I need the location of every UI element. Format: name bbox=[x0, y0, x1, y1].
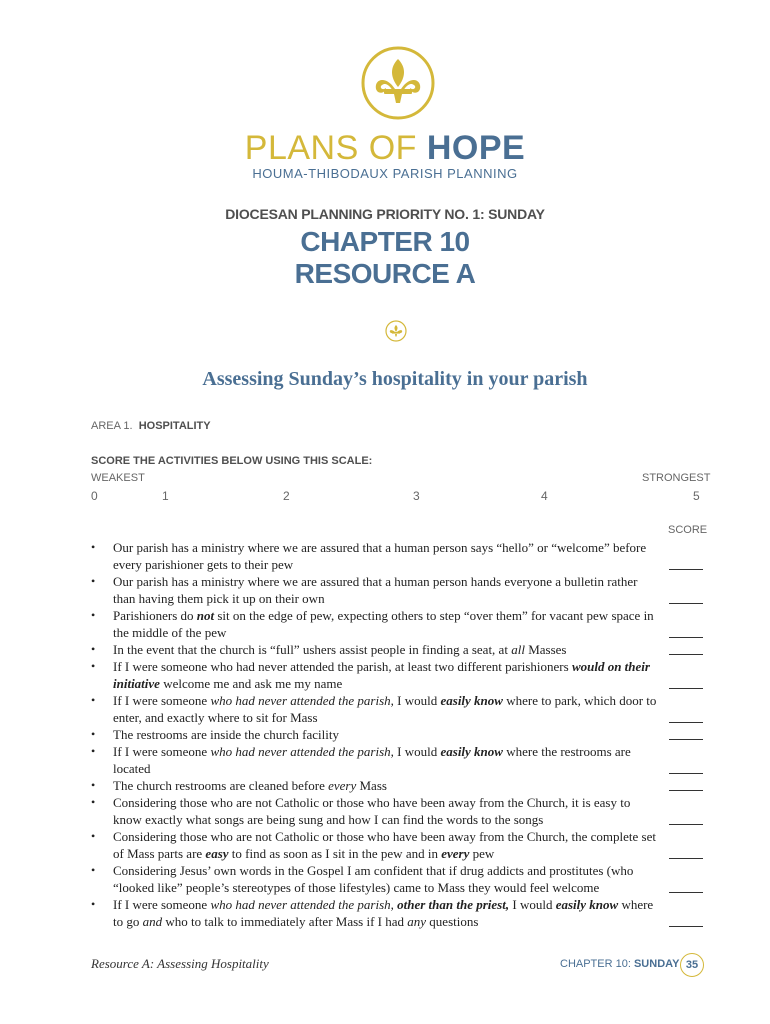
item-text-run: where to go bbox=[113, 897, 654, 929]
page-number: 35 bbox=[680, 953, 704, 977]
footer-chapter-prefix: CHAPTER 10: bbox=[560, 958, 634, 970]
item-text-run: Parishioners do bbox=[113, 608, 197, 623]
area-name: HOSPITALITY bbox=[138, 420, 211, 432]
item-text-run: who to talk to immediately after Mass if I had bbox=[162, 914, 408, 929]
item-text-run: If I were someone who had never attended the parish, at least two different parishioners bbox=[113, 659, 572, 674]
list-item bbox=[91, 828, 703, 862]
area-label bbox=[91, 420, 211, 432]
item-text bbox=[113, 573, 661, 607]
item-text-run: easily know bbox=[440, 744, 503, 759]
item-text-run: not bbox=[196, 608, 215, 623]
score-blank[interactable] bbox=[669, 739, 703, 740]
list-item bbox=[91, 743, 703, 777]
list-item bbox=[91, 539, 703, 573]
item-text bbox=[113, 862, 661, 896]
score-blank[interactable] bbox=[669, 926, 703, 927]
footer-chapter-name: SUNDAY bbox=[633, 958, 680, 970]
item-text-run: where to park, which door to enter, and exactly where to sit for Mass bbox=[113, 693, 657, 725]
item-text-run: easy bbox=[205, 846, 229, 861]
scale-number: 5 bbox=[693, 489, 700, 503]
brand-subtitle: HOUMA-THIBODAUX PARISH PLANNING bbox=[252, 166, 518, 181]
list-item bbox=[91, 896, 703, 930]
item-text bbox=[113, 641, 661, 658]
score-blank[interactable] bbox=[669, 569, 703, 570]
brand bbox=[0, 128, 770, 181]
score-blank[interactable] bbox=[669, 637, 703, 638]
score-blank[interactable] bbox=[669, 824, 703, 825]
bullet-icon: • bbox=[91, 642, 96, 656]
score-blank[interactable] bbox=[669, 773, 703, 774]
item-text-run: questions bbox=[426, 914, 479, 929]
scale-weakest: WEAKEST bbox=[91, 472, 145, 484]
brand-hope: HOPE bbox=[426, 129, 526, 167]
score-blank[interactable] bbox=[669, 790, 703, 791]
item-text-run: who had never attended the parish, bbox=[210, 897, 394, 912]
scale-number: 4 bbox=[541, 489, 548, 503]
item-text bbox=[113, 607, 661, 641]
scale-strongest: STRONGEST bbox=[642, 472, 711, 484]
list-item bbox=[91, 777, 703, 794]
item-text-run: any bbox=[407, 914, 427, 929]
list-item bbox=[91, 573, 703, 607]
list-item bbox=[91, 692, 703, 726]
list-item bbox=[91, 862, 703, 896]
list-item bbox=[91, 641, 703, 658]
chapter-line-1: CHAPTER 10 bbox=[300, 226, 470, 257]
assessment-list bbox=[91, 539, 703, 930]
item-text-run: I would bbox=[509, 897, 556, 912]
scale-number: 1 bbox=[162, 489, 169, 503]
item-text-run: If I were someone bbox=[113, 693, 211, 708]
item-text-run: every bbox=[328, 778, 357, 793]
item-text bbox=[113, 743, 661, 777]
score-blank[interactable] bbox=[669, 603, 703, 604]
area-prefix: AREA 1. bbox=[91, 420, 133, 432]
item-text bbox=[113, 692, 661, 726]
item-text-run: The restrooms are inside the church facility bbox=[113, 727, 339, 742]
item-text-run: In the event that the church is “full” ushers assist people in finding a seat, at bbox=[113, 642, 512, 657]
item-text-run: who had never attended the parish, bbox=[210, 744, 394, 759]
bullet-icon: • bbox=[91, 829, 96, 843]
bullet-icon: • bbox=[91, 540, 96, 554]
score-column-header: SCORE bbox=[668, 524, 708, 536]
scale-number: 0 bbox=[91, 489, 98, 503]
item-text-run: easily know bbox=[440, 693, 503, 708]
brand-plans: PLANS OF bbox=[244, 129, 427, 167]
scale-number: 3 bbox=[413, 489, 420, 503]
list-item bbox=[91, 726, 703, 743]
item-text-run: I would bbox=[393, 693, 441, 708]
item-text bbox=[113, 896, 661, 930]
item-text-run: Considering those who are not Catholic or those who have been away from the Church, it is easy to know exactly what songs are being sung and how I can find the words to the songs bbox=[113, 795, 631, 827]
item-text-run: would on their initiative bbox=[113, 659, 650, 691]
scale-number: 2 bbox=[283, 489, 290, 503]
list-item bbox=[91, 658, 703, 692]
bullet-icon: • bbox=[91, 574, 96, 588]
bullet-icon: • bbox=[91, 727, 96, 741]
list-item bbox=[91, 607, 703, 641]
item-text bbox=[113, 777, 661, 794]
bullet-icon: • bbox=[91, 863, 96, 877]
score-blank[interactable] bbox=[669, 688, 703, 689]
fleur-de-lis-icon bbox=[360, 45, 436, 121]
item-text-run: If I were someone bbox=[113, 897, 211, 912]
bullet-icon: • bbox=[91, 795, 96, 809]
fleur-de-lis-divider-icon bbox=[385, 320, 407, 342]
item-text-run: and bbox=[142, 914, 163, 929]
score-blank[interactable] bbox=[669, 722, 703, 723]
list-item bbox=[91, 794, 703, 828]
item-text bbox=[113, 658, 661, 692]
item-text-run: If I were someone bbox=[113, 744, 211, 759]
bullet-icon: • bbox=[91, 693, 96, 707]
item-text-run: I would bbox=[393, 744, 441, 759]
item-text-run: The church restrooms are cleaned before bbox=[113, 778, 329, 793]
score-blank[interactable] bbox=[669, 892, 703, 893]
footer-chapter bbox=[560, 958, 679, 970]
item-text-run: where the restrooms are located bbox=[113, 744, 631, 776]
item-text-run: Our parish has a ministry where we are assured that a human person says “hello” or “welcome” before every parishioner gets to their pew bbox=[113, 540, 647, 572]
item-text bbox=[113, 794, 661, 828]
item-text-run: who had never attended the parish, bbox=[210, 693, 394, 708]
item-text-run: sit on the edge of pew, expecting others to step “over them” for vacant pew space in the middle of the pew bbox=[113, 608, 654, 640]
item-text-run: Considering Jesus’ own words in the Gospel I am confident that if drug addicts and prostitutes (who “looked like” people’s stereotypes of those lifestyles) came to Mass they would feel welcome bbox=[113, 863, 634, 895]
bullet-icon: • bbox=[91, 897, 96, 911]
item-text-run: Our parish has a ministry where we are assured that a human person hands everyone a bulletin rather than having them pick it up on their own bbox=[113, 574, 638, 606]
item-text-run: every bbox=[441, 846, 470, 861]
item-text-run: Mass bbox=[356, 778, 387, 793]
priority-heading: DIOCESAN PLANNING PRIORITY NO. 1: SUNDAY bbox=[225, 206, 545, 222]
item-text-run: easily know bbox=[555, 897, 619, 912]
item-text-run: Masses bbox=[524, 642, 567, 657]
footer-title: Resource A: Assessing Hospitality bbox=[91, 956, 269, 971]
page-subtitle: Assessing Sunday’s hospitality in your parish bbox=[202, 368, 588, 390]
item-text bbox=[113, 726, 661, 743]
chapter-title bbox=[0, 226, 770, 290]
bullet-icon: • bbox=[91, 659, 96, 673]
scale-heading: SCORE THE ACTIVITIES BELOW USING THIS SCALE: bbox=[91, 455, 373, 467]
item-text-run: Considering those who are not Catholic or those who have been away from the Church, the complete set of Mass parts are bbox=[113, 829, 656, 861]
item-text-run: pew bbox=[469, 846, 495, 861]
bullet-icon: • bbox=[91, 744, 96, 758]
bullet-icon: • bbox=[91, 778, 96, 792]
item-text-run: other than the priest, bbox=[397, 897, 510, 912]
score-blank[interactable] bbox=[669, 654, 703, 655]
item-text-run: welcome me and ask me my name bbox=[159, 676, 343, 691]
item-text-run: to find as soon as I sit in the pew and in bbox=[228, 846, 442, 861]
score-blank[interactable] bbox=[669, 858, 703, 859]
item-text-run: all bbox=[511, 642, 525, 657]
item-text bbox=[113, 828, 661, 862]
item-text bbox=[113, 539, 661, 573]
chapter-line-2: RESOURCE A bbox=[294, 258, 476, 289]
bullet-icon: • bbox=[91, 608, 96, 622]
